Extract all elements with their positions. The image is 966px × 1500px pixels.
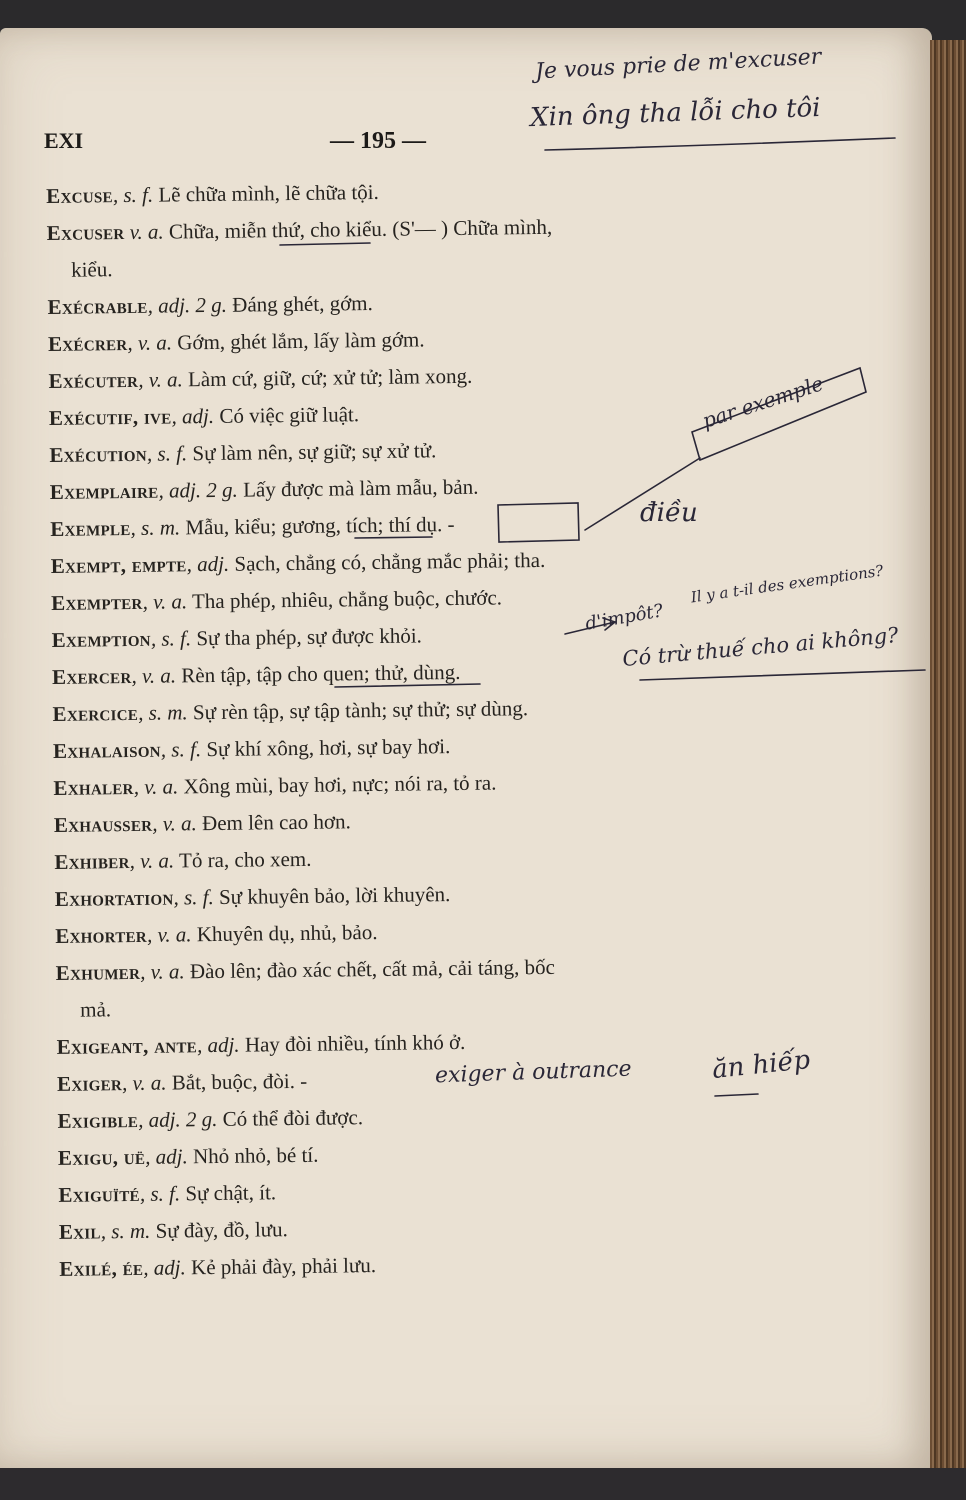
entry-headword: Exempter	[51, 589, 143, 615]
entry-headword: Excuse	[46, 183, 114, 208]
underline-an	[715, 1094, 758, 1096]
entry-definition: Khuyên dụ, nhủ, bảo.	[191, 920, 378, 947]
handwritten-note-excuse-fr: Je vous prie de m'excuser	[534, 44, 822, 85]
entry-headword: Exhiber	[54, 849, 130, 874]
entry-definition: Mẫu, kiểu; gương, tích; thí dụ. -	[180, 512, 455, 540]
entry-headword: Exil	[58, 1219, 101, 1244]
handwritten-note-impot: d'impôt?	[583, 600, 665, 635]
entry-grammar: , v. a.	[131, 663, 177, 688]
entry-grammar: , adj.	[196, 1032, 240, 1058]
entry-grammar: , adj. 2 g.	[137, 1106, 218, 1132]
entry-definition: Lẽ chữa mình, lẽ chữa tội.	[152, 179, 379, 207]
entry-headword: Exécuter	[48, 367, 139, 393]
entry-grammar: v. a.	[124, 219, 164, 245]
entry-grammar: , s. f.	[150, 626, 192, 651]
entry-definition: Đem lên cao hơn.	[196, 809, 351, 836]
entry-definition: Lấy được mà làm mẫu, bản.	[237, 474, 479, 502]
entry-grammar: , v. a.	[152, 811, 197, 836]
entry-definition: Sạch, chẳng có, chẳng mắc phải; tha.	[229, 547, 546, 576]
entry-grammar: , adj.	[145, 1144, 188, 1169]
entry-grammar: , v. a.	[138, 367, 183, 392]
entry-grammar: , v. a.	[127, 330, 173, 356]
entry-headword: Exemplaire	[49, 478, 159, 504]
leader-line-exercer	[640, 670, 925, 680]
entry-grammar: , s. m.	[137, 700, 188, 725]
entry-headword: Exiguïté	[58, 1181, 141, 1207]
entry-definition: Nhỏ nhỏ, bé tí.	[187, 1142, 319, 1169]
entry-headword: Exhausser	[53, 811, 153, 837]
entry-grammar: , s. m.	[100, 1218, 151, 1244]
entry-definition: Đáng ghét, gớm.	[226, 291, 373, 317]
entry-headword: Exercice	[52, 700, 139, 726]
entry-definition: Hay đòi nhiều, tính khó ở.	[239, 1029, 466, 1057]
entry-definition: Sự làm nên, sự giữ; sự xử tử.	[187, 438, 437, 466]
running-header: EXI	[44, 128, 84, 153]
entry-headword: Exécrable	[47, 293, 148, 319]
handwritten-note-tru-thue: Có trừ thuế cho ai không?	[621, 622, 900, 672]
entry-definition: Có thể đòi được.	[217, 1105, 364, 1131]
entry-definition: Sự tha phép, sự được khỏi.	[190, 623, 422, 651]
entry-headword: Exilé, ée	[59, 1255, 144, 1281]
entry-definition: Tha phép, nhiêu, chẳng buộc, chước.	[186, 585, 503, 614]
entry-grammar: , adj.	[171, 403, 215, 429]
entry-headword: Exécutif, ive	[48, 404, 172, 430]
entry-headword: Exécution	[49, 441, 148, 467]
handwritten-note-exiger: exiger à outrance	[434, 1056, 632, 1089]
underline-mien-thu	[280, 243, 370, 245]
entry-grammar: , adj. 2 g.	[158, 477, 238, 503]
entry-grammar: , v. a.	[139, 959, 185, 984]
underline-tap-cho-quen	[335, 684, 480, 687]
entry-definition: Làm cứ, giữ, cứ; xử tử; làm xong.	[182, 363, 473, 392]
entry-headword: Exigeant, ante	[56, 1033, 198, 1059]
entry-definition: Sự rèn tập, sự tập tành; sự thử; sự dùng.	[187, 696, 529, 725]
entry-definition: mả.	[80, 997, 112, 1022]
entry-definition: Sự đày, đồ, lưu.	[150, 1217, 288, 1243]
entry-headword: Exhalaison	[52, 737, 161, 763]
underline-gương	[355, 537, 432, 538]
entry-grammar: , s. m.	[130, 515, 181, 540]
entry-grammar: , adj.	[143, 1255, 186, 1280]
entry-definition: Rèn tập, tập cho quen; thử, dùng.	[175, 659, 461, 688]
entry-definition: Xông mùi, bay hơi, nực; nói ra, tỏ ra.	[178, 770, 497, 799]
entry-definition: kiểu.	[70, 257, 113, 282]
entry-grammar: , s. f.	[139, 1181, 181, 1206]
entry-grammar: , v. a.	[133, 774, 179, 799]
entry-headword: Exhortation	[54, 885, 174, 911]
entry-grammar: , v. a.	[121, 1070, 167, 1096]
entry-grammar: , s. f.	[112, 182, 154, 208]
entry-headword: Exhumer	[55, 959, 141, 985]
entry-definition: Sự chật, ít.	[179, 1180, 277, 1206]
entry-headword: Exhorter	[55, 922, 148, 948]
entry-headword: Exigu, uë	[57, 1144, 146, 1170]
entry-headword: Exempt, empte	[50, 552, 187, 578]
entry-definition: Kẻ phải đày, phải lưu.	[185, 1253, 377, 1280]
entry-definition: Có việc giữ luật.	[213, 402, 360, 428]
entry-grammar: , adj. 2 g.	[147, 292, 228, 318]
handwritten-note-dieu: điều	[640, 498, 698, 528]
entry-definition: Chữa, miễn thứ, cho kiểu. (S'— ) Chữa mình,	[163, 214, 553, 244]
entry-grammar: , adj.	[186, 551, 230, 577]
entry-definition: Bắt, buộc, đòi. -	[166, 1068, 308, 1095]
entry-grammar: , v. a.	[129, 848, 175, 874]
handwritten-note-exemption: Il y a t-il des exemptions?	[689, 561, 885, 607]
entry-definition: Sự khuyên bảo, lời khuyên.	[213, 882, 451, 910]
box-par-exemple	[692, 368, 866, 460]
entry-definition: Đào lên; đào xác chết, cất mả, cải táng, bốc	[184, 954, 556, 984]
entry-headword: Exercer	[51, 663, 132, 689]
entry-grammar: , v. a.	[142, 589, 188, 614]
leader-line-exemple	[585, 458, 700, 530]
arrow-exemption	[565, 618, 615, 634]
box-thi-du	[498, 503, 579, 542]
handwritten-note-par-exemple: par exemple	[699, 371, 827, 433]
entry-grammar: , s. f.	[146, 441, 188, 466]
entry-headword: Exemption	[51, 626, 152, 652]
entry-headword: Exhaler	[53, 774, 134, 800]
entry-headword: Exécrer	[47, 331, 128, 356]
entry-definition: Sự khí xông, hơi, sự bay hơi.	[200, 734, 451, 762]
page-number: — 195 —	[330, 128, 426, 154]
entry-headword: Excuser	[46, 220, 125, 245]
entry-headword: Exemple	[50, 515, 131, 541]
entry-grammar: , s. f.	[160, 737, 202, 762]
entry-headword: Exiger	[56, 1071, 123, 1096]
entry-definition: Gớm, ghét lắm, lấy làm gớm.	[171, 327, 425, 355]
handwritten-note-an-hiep: ăn hiếp	[710, 1044, 812, 1086]
entry-grammar: , s. f.	[173, 885, 214, 910]
entry-definition: Tỏ ra, cho xem.	[174, 846, 312, 873]
entry-grammar: , v. a.	[146, 922, 192, 947]
entry-headword: Exigible	[57, 1107, 139, 1133]
handwritten-note-excuse-vn: Xin ông tha lỗi cho tôi	[529, 92, 821, 134]
underline-top-note	[545, 138, 895, 150]
